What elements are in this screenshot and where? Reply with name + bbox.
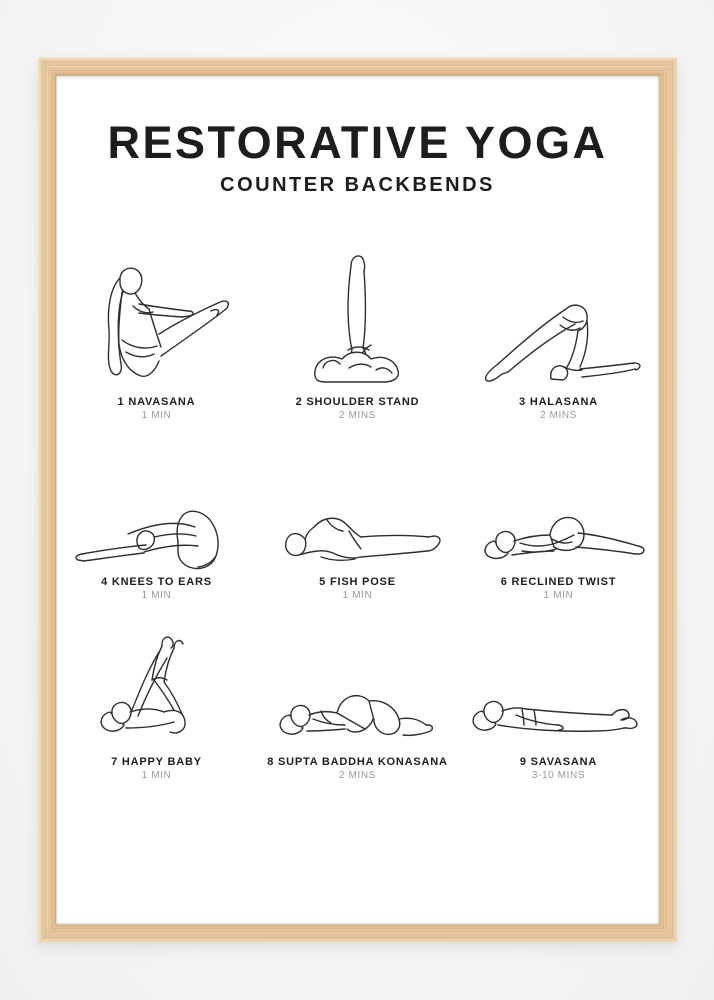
pose-grid <box>56 247 659 787</box>
pose-card-halasana <box>458 247 659 427</box>
supta-baddha-konasana-icon <box>263 655 453 750</box>
pose-name: 7 HAPPY BABY <box>111 756 202 768</box>
fish-pose-icon <box>263 475 453 570</box>
navasana-icon <box>64 250 249 390</box>
savasana-icon <box>464 655 654 750</box>
pose-caption <box>101 570 212 601</box>
pose-duration: 1 MIN <box>543 590 574 601</box>
pose-name: 6 RECLINED TWIST <box>500 576 617 588</box>
halasana-icon <box>464 275 654 390</box>
pose-card-knees-to-ears <box>56 427 257 607</box>
pose-name: 3 HALASANA <box>519 396 598 408</box>
pose-duration: 1 MIN <box>141 590 172 601</box>
pose-duration: 1 MIN <box>342 590 373 601</box>
pose-card-savasana <box>458 607 659 787</box>
frame-wood-right <box>659 57 677 942</box>
reclined-twist-icon <box>464 465 654 570</box>
pose-caption <box>111 750 202 781</box>
pose-caption <box>501 570 616 601</box>
poster-frame <box>38 57 677 942</box>
pose-name: 4 KNEES TO EARS <box>101 576 212 588</box>
pose-duration: 3-10 MINS <box>531 770 586 781</box>
pose-duration: 1 MIN <box>141 770 172 781</box>
pose-card-happy-baby <box>56 607 257 787</box>
pose-duration: 2 MINS <box>339 770 376 781</box>
pose-caption <box>519 390 598 421</box>
frame-wood-bottom <box>38 924 677 942</box>
pose-caption <box>118 390 196 421</box>
pose-caption <box>520 750 597 781</box>
frame-wood-left <box>38 57 56 942</box>
pose-name: 5 FISH POSE <box>319 576 396 588</box>
pose-name: 2 SHOULDER STAND <box>295 396 420 408</box>
poster-title: RESTORATIVE YOGA <box>107 117 608 168</box>
knees-to-ears-icon <box>62 470 252 570</box>
poster-subtitle: COUNTER BACKBENDS <box>220 174 495 196</box>
pose-duration: 2 MINS <box>540 410 577 421</box>
pose-name: 8 SUPTA BADDHA KONASANA <box>267 756 448 768</box>
pose-duration: 2 MINS <box>339 410 376 421</box>
pose-name: 9 SAVASANA <box>519 756 598 768</box>
pose-caption <box>319 570 396 601</box>
pose-caption <box>267 750 448 781</box>
poster <box>56 75 659 924</box>
frame-wood-top <box>38 57 677 75</box>
pose-card-shoulder-stand <box>257 247 458 427</box>
pose-duration: 1 MIN <box>141 410 172 421</box>
pose-card-navasana <box>56 247 257 427</box>
pose-card-fish-pose <box>257 427 458 607</box>
pose-name: 1 NAVASANA <box>117 396 196 408</box>
pose-card-supta-baddha-konasana <box>257 607 458 787</box>
pose-card-reclined-twist <box>458 427 659 607</box>
pose-caption <box>296 390 420 421</box>
happy-baby-icon <box>64 620 249 750</box>
shoulder-stand-icon <box>265 250 450 390</box>
